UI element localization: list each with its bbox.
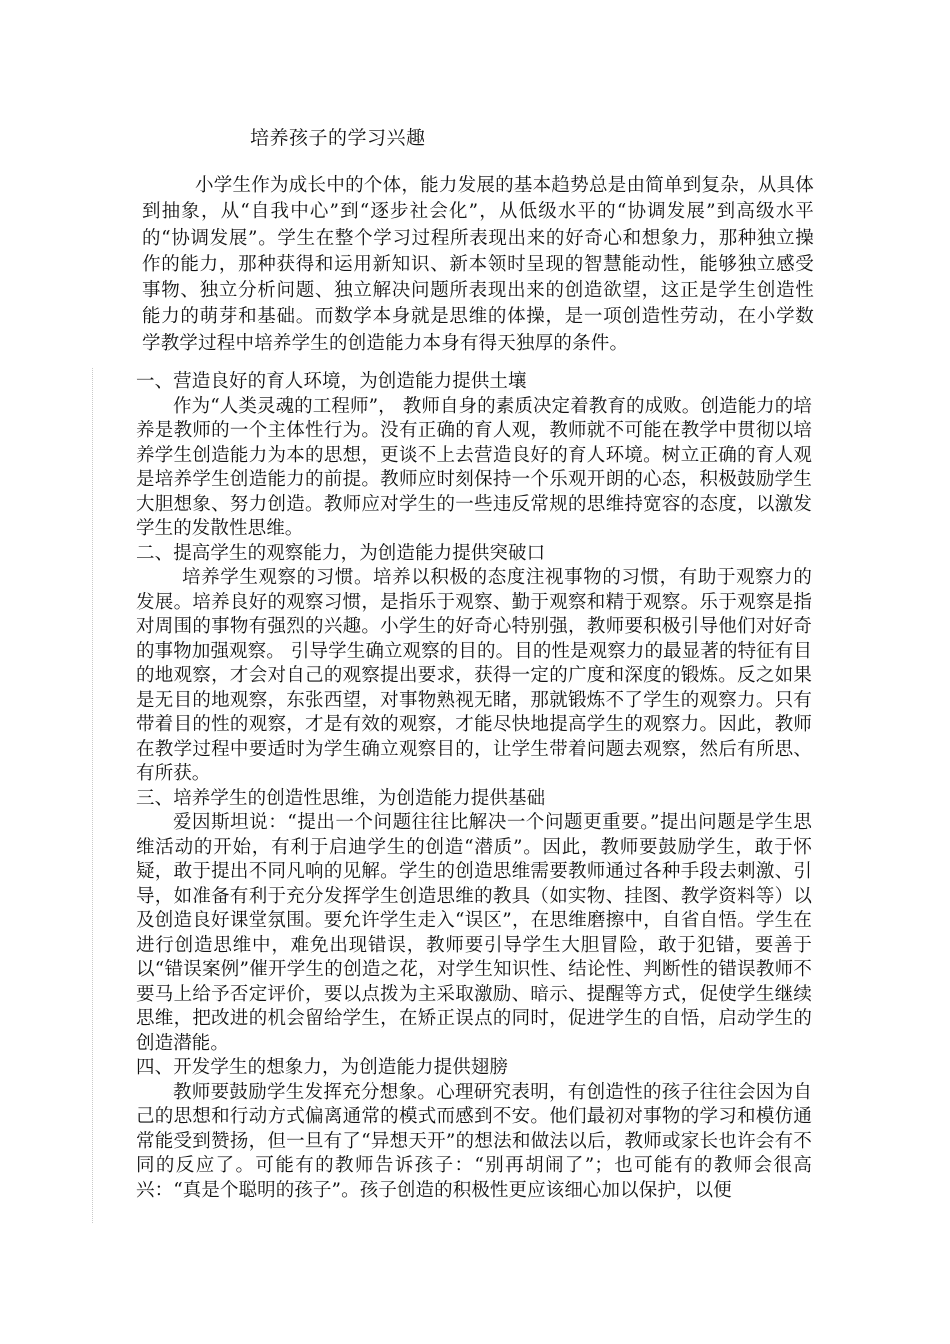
intro-block — [142, 173, 814, 357]
section-heading-3: 三、培养学生的创造性思维，为创造能力提供基础 — [136, 787, 546, 809]
margin-dotted-rule — [92, 368, 93, 1223]
section-paragraph-3: 爱因斯坦说：“提出一个问题往往比解决一个问题更重要。”提出问题是学生思维活动的开始，有利于启迪学生的创造“潜质”。因此，教师要鼓励学生，敢于怀疑，敢于提出不同凡响的见解。学生的创造思维需要教师通过各种手段去刺激、引导，如准备有利于充分发挥学生创造思维的教具（如实物、挂图、教学资料等）以及创造良好课堂氛围。要允许学生走入“误区”，在思维磨擦中，自省自悟。学生在进行创造思维中，难免出现错误，教师要引导学生大胆冒险，敢于犯错，要善于以“错误案例”催开学生的创造之花，对学生知识性、结论性、判断性的错误教师不要马上给予否定评价，要以点拨为主采取激励、暗示、提醒等方式，促使学生继续思维，把改进的机会留给学生，在矫正误点的同时，促进学生的自悟，启动学生的创造潜能。 — [136, 812, 812, 1054]
section-paragraph-4: 教师要鼓励学生发挥充分想象。心理研究表明，有创造性的孩子往往会因为自己的思想和行动方式偏离通常的模式而感到不安。他们最初对事物的学习和模仿通常能受到赞扬，但一旦有了“异想天开”的想法和做法以后，教师或家长也许会有不同的反应了。可能有的教师告诉孩子：“别再胡闹了”；也可能有的教师会很高兴：“真是个聪明的孩子”。孩子创造的积极性更应该细心加以保护，以便 — [136, 1081, 812, 1201]
section-heading-4: 四、开发学生的想象力，为创造能力提供翅膀 — [136, 1057, 509, 1078]
section-paragraph-1: 作为“人类灵魂的工程师”， 教师自身的素质决定着教育的成败。创造能力的培养是教师的一个主体性行为。没有正确的育人观，教师就不可能在教学中贯彻以培养学生创造能力为本的思想，更谈不上去营造良好的育人环境。树立正确的育人观是培养学生创造能力的前提。教师应时刻保持一个乐观开朗的心态，积极鼓励学生大胆想象、努力创造。教师应对学生的一些违反常规的思维持宽容的态度，以激发学生的发散性思维。 — [136, 395, 812, 539]
intro-paragraph: 小学生作为成长中的个体，能力发展的基本趋势总是由简单到复杂，从具体到抽象，从“自我中心”到“逐步社会化”，从低级水平的“协调发展”到高级水平的“协调发展”。学生在整个学习过程所表现出来的好奇心和想象力，那种独立操作的能力，那种获得和运用新知识、新本领时呈现的智慧能动性，能够独立感受事物、独立分析问题、独立解决问题所表现出来的创造欲望，这正是学生创造性能力的萌芽和基础。而数学本身就是思维的体操，是一项创造性劳动，在小学数学教学过程中培养学生的创造能力本身有得天独厚的条件。 — [142, 175, 814, 354]
section-heading-2: 二、提高学生的观察能力，为创造能力提供突破口 — [136, 542, 546, 564]
document-body — [136, 370, 812, 1203]
section-heading-1: 一、营造良好的育人环境，为创造能力提供土壤 — [136, 371, 527, 392]
section-paragraph-2: 培养学生观察的习惯。培养以积极的态度注视事物的习惯，有助于观察力的发展。培养良好的观察习惯，是指乐于观察、勤于观察和精于观察。乐于观察是指对周围的事物有强烈的兴趣。小学生的好奇心特别强，教师要积极引导他们对好奇的事物加强观察。 引导学生确立观察的目的。目的性是观察力的最显著的特征有目的地观察，才会对自己的观察提出要求，获得一定的广度和深度的锻炼。反之如果是无目的地观察，东张西望，对事物熟视无睹，那就锻炼不了学生的观察力。只有带着目的性的观察，才是有效的观察，才能尽快地提高学生的观察力。因此，教师在教学过程中要适时为学生确立观察目的，让学生带着问题去观察，然后有所思、有所获。 — [136, 567, 812, 784]
document-title: 培养孩子的学习兴趣 — [250, 127, 426, 149]
